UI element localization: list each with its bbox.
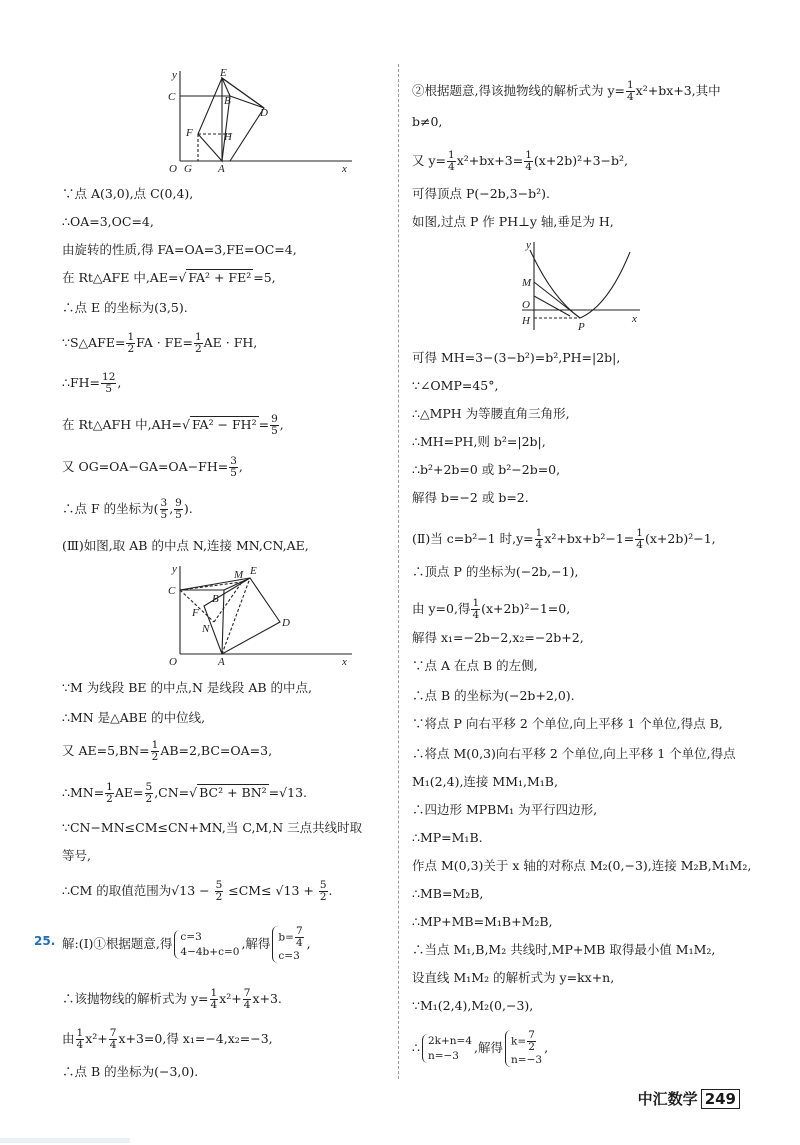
text-seg: x+3=0,得 x₁=−4,x₂=−3, <box>118 1031 273 1047</box>
fraction: $\frac{1}{4}$ <box>210 987 218 1012</box>
fig3-label-m: M <box>234 569 244 581</box>
fraction: $\frac{5}{2}$ <box>319 879 327 904</box>
text-seg: ∴FH= <box>62 375 101 391</box>
text-line: (Ⅲ)如图,取 AB 的中点 N,连接 MN,CN,AE, <box>62 538 309 553</box>
text-line: ∴MN 是△ABE 的中位线, <box>62 710 206 725</box>
text-line: ∴点 E 的坐标为(3,5). <box>62 300 188 315</box>
text-seg: = <box>258 417 270 433</box>
text-line: 可得顶点 P(−2b,3−b²). <box>412 186 550 201</box>
fraction: $\frac{3}{5}$ <box>230 455 237 480</box>
text-seg: ,解得 <box>241 936 271 952</box>
fig3-label-f: F <box>192 607 199 619</box>
text-seg: =√13. <box>268 785 307 801</box>
text-line: ∴b²+2b=0 或 b²−2b=0, <box>412 462 561 477</box>
fraction: $\frac{1}{4}$ <box>535 527 543 552</box>
text-seg: 又 y= <box>412 153 447 169</box>
text-line: ∴MP=M₁B. <box>412 830 483 845</box>
fig3-label-b: B <box>212 593 219 605</box>
fig3-label-d: D <box>282 617 290 629</box>
text-line: ∵M 为线段 BE 的中点,N 是线段 AB 的中点, <box>62 680 313 695</box>
fraction: $\frac{7}{4}$ <box>295 925 303 950</box>
text-seg: 由 y=0,得 <box>412 601 471 617</box>
text-line: 作点 M(0,3)关于 x 轴的对称点 M₂(0,−3),连接 M₂B,M₁M₂, <box>412 858 752 873</box>
text-seg: , <box>306 936 311 952</box>
fraction: $\frac{1}{4}$ <box>636 527 643 552</box>
text-line: ∵M₁(2,4),M₂(0,−3), <box>412 998 534 1013</box>
figure-rotation-2 <box>162 560 362 670</box>
text-line: ∴当点 M₁,B,M₂ 共线时,MP+MB 取得最小值 M₁M₂, <box>412 942 716 957</box>
fraction: $\frac{1}{2}$ <box>194 331 202 356</box>
text-seg: , <box>117 375 122 391</box>
text-seg: ∴MN= <box>62 785 105 801</box>
footer-title: 中汇数学 <box>637 1090 698 1108</box>
text-line-r12 <box>412 528 716 551</box>
solution-system: b= $\frac{7}{4}$ c=3 <box>272 926 304 963</box>
text-line: 设直线 M₁M₂ 的解析式为 y=kx+n, <box>412 970 615 985</box>
fig2-label-y: y <box>526 239 531 251</box>
page-number: 249 <box>701 1089 740 1109</box>
fig1-label-d: D <box>260 107 268 119</box>
fig3-label-y: y <box>172 563 177 575</box>
fraction: $\frac{1}{2}$ <box>151 739 159 764</box>
fig1-label-b: B <box>224 95 231 107</box>
fraction: $\frac{7}{4}$ <box>243 987 251 1012</box>
text-seg: . <box>328 883 333 899</box>
fig3-label-n: N <box>202 623 210 635</box>
text-line-fh <box>62 372 121 395</box>
text-line-ae: 在 Rt△AFE 中,AE=√ FA² + FE² =5, <box>62 270 276 285</box>
text-line: ∴四边形 MPBM₁ 为平行四边形, <box>412 802 598 817</box>
figure-rotation-1 <box>162 66 362 174</box>
fraction: $\frac{1}{4}$ <box>525 149 532 174</box>
text-seg: ②根据题意,得该抛物线的解析式为 y= <box>412 83 625 99</box>
text-seg: 在 Rt△AFH 中,AH= <box>62 417 182 433</box>
page-footer <box>638 1088 740 1109</box>
text-seg: 解得 <box>478 1040 504 1056</box>
fig1-label-o: O <box>169 163 177 174</box>
text-seg: √13 − <box>171 883 214 899</box>
text-line: 由旋转的性质,得 FA=OA=3,FE=OC=4, <box>62 242 297 257</box>
text-seg: FA · FE= <box>136 335 193 351</box>
text-line: M₁(2,4),连接 MM₁,M₁B, <box>412 774 558 789</box>
text-line-roots: 由 $\frac{1}{4}$ x²+ $\frac{7}{4}$ x+3=0,得 x₁=−4,x₂=−3, <box>62 1027 273 1052</box>
text-seg: x²+bx+3= <box>456 153 524 169</box>
text-line: ∵∠OMP=45°, <box>412 378 499 393</box>
fraction: $\frac{7}{4}$ <box>109 1027 117 1052</box>
text-seg: (x+2b)²+3−b², <box>533 153 629 169</box>
text-seg: 由 <box>62 1031 75 1047</box>
text-line: ∵将点 P 向右平移 2 个单位,向上平移 1 个单位,得点 B, <box>412 716 723 731</box>
bottom-decoration <box>0 1138 130 1143</box>
text-line: ∵CN−MN≤CM≤CN+MN,当 C,M,N 三点共线时取 <box>62 820 363 835</box>
text-line: ∴△MPH 为等腰直角三角形, <box>412 406 570 421</box>
text-seg: x²+bx+3,其中 <box>635 83 721 99</box>
fraction: $\frac{1}{4}$ <box>472 597 480 622</box>
fig1-label-y: y <box>172 69 177 81</box>
text-seg: AE · FH, <box>203 335 258 351</box>
fig1-label-a: A <box>218 163 225 174</box>
sqrt-expr: FA² − FH² <box>191 417 257 433</box>
text-seg: (Ⅱ)当 c=b²−1 时,y= <box>412 531 534 547</box>
text-seg: ∴ <box>412 1040 420 1056</box>
fig1-label-f: F <box>186 127 193 139</box>
text-seg: ∵S△AFE= <box>62 335 126 351</box>
text-seg: , <box>474 1040 479 1056</box>
fig2-label-m: M <box>522 277 532 289</box>
fraction: $\frac{1}{2}$ <box>127 331 135 356</box>
text-seg: ∴CM 的取值范围为 <box>62 883 172 899</box>
text-line: ∵点 A 在点 B 的左侧, <box>412 658 538 673</box>
fig1-label-g: G <box>184 163 192 174</box>
text-line-parabola: ∴该抛物线的解析式为 y= $\frac{1}{4}$ x²+ $\frac{7}{4}$ x+3. <box>62 987 282 1012</box>
text-line-cm <box>62 880 333 903</box>
fraction: $\frac{7}{2}$ <box>528 1029 535 1054</box>
fraction: $\frac{1}{2}$ <box>106 781 113 806</box>
question-number: 25. <box>34 934 56 948</box>
text-line: 等号, <box>62 848 91 863</box>
text-line: ∴MB=M₂B, <box>412 886 484 901</box>
fig1-label-x: x <box>342 163 347 174</box>
text-seg: ). <box>183 501 193 517</box>
fig1-label-e: E <box>220 67 227 79</box>
text-seg: AE= <box>114 785 144 801</box>
fraction: $\frac{3}{5}$ <box>160 497 168 522</box>
column-divider <box>398 64 399 1079</box>
text-line: 如图,过点 P 作 PH⊥y 轴,垂足为 H, <box>412 214 614 229</box>
fig2-label-h: H <box>522 315 530 327</box>
text-seg: ∴该抛物线的解析式为 y= <box>62 991 209 1007</box>
text-line: 解得 x₁=−2b−2,x₂=−2b+2, <box>412 630 584 645</box>
fig3-label-o: O <box>169 656 177 668</box>
fraction: $\frac{1}{4}$ <box>448 149 455 174</box>
fraction: $\frac{9}{5}$ <box>271 413 278 438</box>
fig1-label-h: H <box>224 131 232 143</box>
text-line-ah: 在 Rt△AFH 中,AH=√ FA² − FH² = $\frac{9}{5}$ , <box>62 413 284 438</box>
fig3-label-a: A <box>218 656 225 668</box>
fig3-label-c: C <box>168 585 176 597</box>
text-seg: AB=2,BC=OA=3, <box>160 743 273 759</box>
text-line-area <box>62 332 257 355</box>
text-line-og <box>62 456 243 479</box>
text-line-bn <box>62 740 272 763</box>
fraction: $\frac{5}{2}$ <box>215 879 223 904</box>
text-seg: (x+2b)²−1=0, <box>481 601 571 617</box>
text-seg: ,CN= <box>154 785 190 801</box>
text-line-f <box>62 498 193 521</box>
text-seg: , <box>238 459 243 475</box>
text-line: ∴MH=PH,则 b²=|2b|, <box>412 434 546 449</box>
text-line: ∴点 B 的坐标为(−2b+2,0). <box>412 688 575 703</box>
fig1-label-c: C <box>168 91 176 103</box>
fraction: $\frac{5}{2}$ <box>145 781 153 806</box>
text-line: ∴OA=3,OC=4, <box>62 214 154 229</box>
sqrt-expr: FA² + FE² <box>188 270 252 285</box>
text-line-r3 <box>412 150 628 173</box>
fig3-label-x: x <box>342 656 347 668</box>
text-line-system <box>62 926 311 963</box>
text-seg: x²+bx+b²−1= <box>544 531 635 547</box>
text-line: ∵点 A(3,0),点 C(0,4), <box>62 186 194 201</box>
text-seg: , <box>279 417 284 433</box>
fraction: $\frac{9}{5}$ <box>175 497 182 522</box>
text-seg: (x+2b)²−1, <box>644 531 716 547</box>
text-seg: 又 AE=5,BN= <box>62 743 150 759</box>
fig2-label-p: P <box>578 321 585 333</box>
text-line-r14 <box>412 598 570 621</box>
text-seg: x+3. <box>252 991 282 1007</box>
text-seg: ≤CM≤ √13 + <box>224 883 318 899</box>
text-line: ∴点 B 的坐标为(−3,0). <box>62 1064 199 1079</box>
text-seg: , <box>544 1040 549 1056</box>
solution-system: k= $\frac{7}{2}$ n=−3 <box>505 1030 542 1067</box>
text-seg: 在 Rt△AFE 中,AE= <box>62 270 179 285</box>
sqrt-expr: BC² + BN² <box>199 785 267 801</box>
text-line-mn: ∴MN= $\frac{1}{2}$ AE= $\frac{5}{2}$ ,CN=√ BC² + BN² =√13. <box>62 781 307 806</box>
figure-parabola <box>512 236 652 336</box>
text-seg: 又 OG=OA−GA=OA−FH= <box>62 459 229 475</box>
text-line: 可得 MH=3−(3−b²)=b²,PH=|2b|, <box>412 350 621 365</box>
text-seg: ∴点 F 的坐标为( <box>62 501 159 517</box>
fig2-label-x: x <box>632 313 637 325</box>
equation-system: 2k+n=4 n=−3 <box>422 1034 472 1062</box>
text-seg: =5, <box>253 270 276 285</box>
text-line-r1 <box>412 80 721 103</box>
fig2-label-o: O <box>522 299 530 311</box>
text-seg: , <box>169 501 174 517</box>
fraction: $\frac{1}{4}$ <box>76 1027 84 1052</box>
text-seg: 解:(Ⅰ)①根据题意,得 <box>62 936 173 952</box>
fraction: $\frac{12}{5}$ <box>102 371 116 396</box>
text-line-final <box>412 1030 548 1067</box>
fig3-label-e: E <box>250 565 257 577</box>
text-line: ∴将点 M(0,3)向右平移 2 个单位,向上平移 1 个单位,得点 <box>412 746 736 761</box>
fraction: $\frac{1}{4}$ <box>626 79 634 104</box>
text-line: 解得 b=−2 或 b=2. <box>412 490 529 505</box>
equation-system: c=3 4−4b+c=0 <box>174 930 239 958</box>
text-line: ∴顶点 P 的坐标为(−2b,−1), <box>412 564 579 579</box>
text-line: ∴MP+MB=M₁B+M₂B, <box>412 914 553 929</box>
text-line: b≠0, <box>412 114 443 129</box>
